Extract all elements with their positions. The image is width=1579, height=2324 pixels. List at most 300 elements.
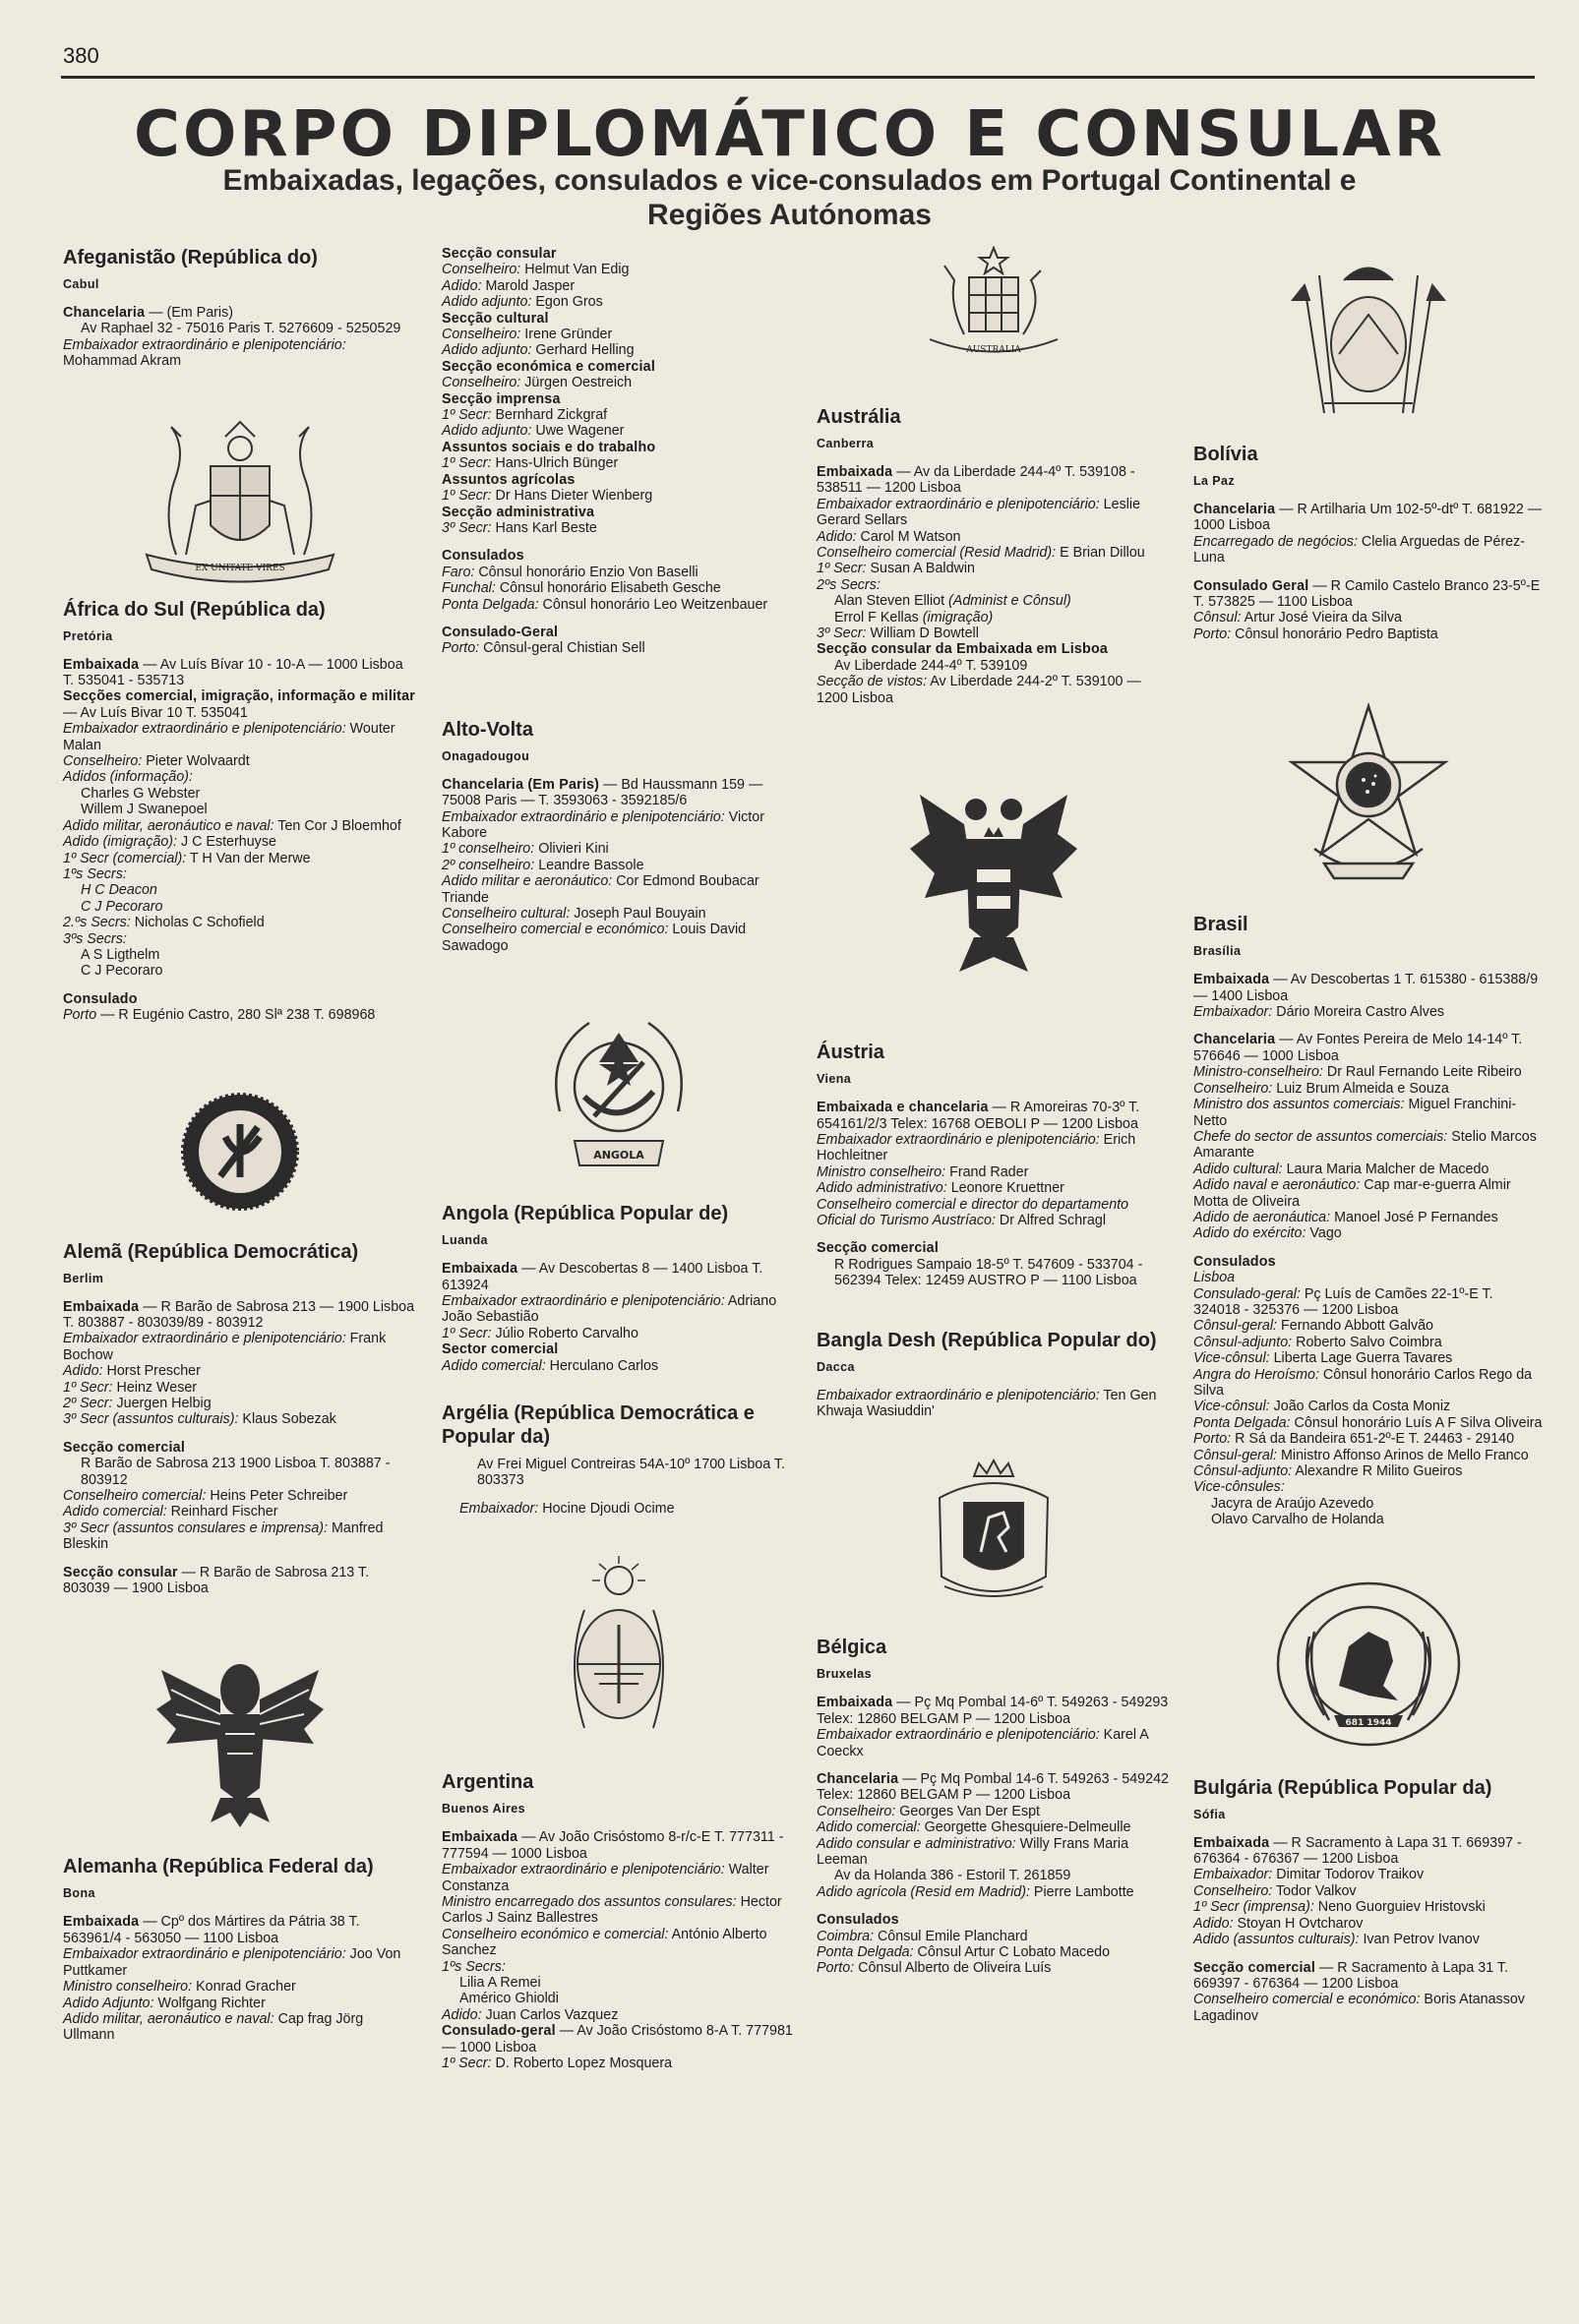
line-label: Embaixador extraordinário e plenipotenciário: xyxy=(442,808,725,825)
line-text: Roberto Salvo Coimbra xyxy=(1292,1334,1442,1350)
line-label: Chancelaria xyxy=(1193,1032,1276,1048)
spacer xyxy=(817,1759,1171,1771)
line-label: Adido militar, aeronáutico e naval: xyxy=(63,2010,274,2027)
line-label: Porto: xyxy=(817,1960,855,1977)
line-label: Embaixada xyxy=(63,1914,140,1931)
line-text: Juan Carlos Vazquez xyxy=(481,2006,619,2023)
line-label: Conselheiro cultural: xyxy=(442,906,571,922)
spacer xyxy=(63,1553,417,1565)
entry-line xyxy=(817,1132,1171,1164)
entry-line xyxy=(1193,1883,1543,1899)
capital-city: Bona xyxy=(63,1886,95,1901)
entry-angola xyxy=(442,1202,796,1374)
line-label: Secção imprensa xyxy=(442,390,561,407)
entry-line xyxy=(1193,1177,1543,1210)
line-label: 3º Secr: xyxy=(817,626,867,642)
line-label: Jacyra de Araújo Azevedo xyxy=(1211,1495,1374,1512)
line-text: E Brian Dillou xyxy=(1056,545,1145,562)
spacer xyxy=(1193,1242,1543,1254)
entry-line xyxy=(442,858,796,873)
line-text: Nicholas C Schofield xyxy=(130,915,265,931)
entry-line xyxy=(817,1868,1171,1883)
entry-line xyxy=(442,375,796,390)
entry-line xyxy=(63,721,417,753)
line-label: Secção comercial xyxy=(63,1439,186,1456)
entry-line xyxy=(442,2056,796,2071)
spacer xyxy=(1193,566,1543,578)
line-label: Embaixador: xyxy=(1193,1867,1273,1883)
line-text: Fernando Abbott Galvão xyxy=(1277,1318,1433,1335)
line-text: Cônsul honorário Leo Weitzenbauer xyxy=(538,596,768,613)
entry-body xyxy=(63,657,417,1024)
entry-line xyxy=(1193,1431,1543,1447)
line-label: Cônsul-adjunto: xyxy=(1193,1463,1293,1480)
entry-line xyxy=(817,1100,1171,1132)
entry-bulgaria xyxy=(1193,1776,1543,2024)
capital-city: Sófia xyxy=(1193,1807,1226,1821)
entry-line xyxy=(1193,1335,1543,1350)
line-text: Manfred Bleskin xyxy=(63,1520,384,1553)
line-text: Stoyan H Ovtcharov xyxy=(1233,1915,1364,1932)
line-label: Chancelaria xyxy=(817,1771,899,1787)
line-label: Conselheiro: xyxy=(442,327,521,343)
entry-australia xyxy=(817,405,1171,706)
line-label: Embaixador extraordinário e plenipotenciário: xyxy=(63,336,346,353)
line-text: Todor Valkov xyxy=(1272,1882,1357,1899)
entry-line xyxy=(817,1164,1171,1180)
spacer xyxy=(459,1489,796,1501)
line-label: Adido adjunto: xyxy=(442,294,532,311)
line-label: 2º conselheiro: xyxy=(442,857,535,873)
line-label: Embaixador extraordinário e plenipotenciário: xyxy=(63,1946,346,1963)
entry-line xyxy=(1193,534,1543,566)
line-label: Conselheiro comercial: xyxy=(63,1488,207,1505)
entry-argelia xyxy=(442,1401,796,1517)
line-text: Ivan Petrov Ivanov xyxy=(1359,1932,1480,1948)
entry-line xyxy=(1193,610,1543,626)
page-title: CORPO DIPLOMÁTICO E CONSULAR xyxy=(134,98,1445,171)
entry-line xyxy=(817,577,1171,593)
line-text: (imigração) xyxy=(922,609,994,626)
entry-line xyxy=(817,529,1171,545)
entry-body xyxy=(63,305,417,370)
line-text: — R Camilo Castelo Branco 23-5º-E T. 573825 — 1100 Lisboa xyxy=(1193,577,1541,611)
entry-austria xyxy=(817,1041,1171,1288)
line-text: Uwe Wagener xyxy=(531,423,625,440)
line-text: Egon Gros xyxy=(531,294,603,311)
entry-line xyxy=(817,1929,1171,1944)
line-text: — R Barão de Sabrosa 213 T. 803039 — 1900 Lisboa xyxy=(63,1564,370,1597)
line-text: Cônsul honorário Pedro Baptista xyxy=(1231,626,1438,642)
entry-line xyxy=(63,1979,417,1995)
line-label: Conselheiro: xyxy=(442,262,521,278)
line-text: Ten Cor J Bloemhof xyxy=(273,817,401,834)
line-label: Porto: xyxy=(442,640,480,657)
line-label: 1º conselheiro: xyxy=(442,841,535,858)
line-label: Embaixada xyxy=(63,656,140,673)
capital-city: Buenos Aires xyxy=(442,1802,525,1817)
line-label: Assuntos sociais e do trabalho xyxy=(442,439,656,455)
line-text: Ten Gen Khwaja Wasiuddin' xyxy=(817,1387,1157,1419)
entry-alema-rda xyxy=(63,1240,417,1597)
line-label: Consulado-Geral xyxy=(442,624,559,640)
line-label: 1ºs Secrs: xyxy=(442,1958,506,1975)
entry-line xyxy=(442,1991,796,2006)
line-text: Boris Atanassov Lagadinov xyxy=(1193,1992,1525,2024)
entry-line xyxy=(63,931,417,947)
svg-text:681 1944: 681 1944 xyxy=(1345,1717,1391,1728)
line-text: — Pç Mq Pombal 14-6º T. 549263 - 549293 Telex: 12860 BELGAM P — 1200 Lisboa xyxy=(817,1695,1169,1727)
entry-line xyxy=(442,423,796,439)
line-text: Miguel Franchini-Netto xyxy=(1193,1097,1517,1129)
line-label: 3º Secr: xyxy=(442,519,492,536)
capital-city: Bruxelas xyxy=(817,1667,873,1682)
line-text: Joseph Paul Bouyain xyxy=(570,906,706,922)
entry-line xyxy=(817,593,1171,609)
line-text: Cônsul Artur C Lobato Macedo xyxy=(913,1944,1111,1961)
line-label: 1º Secr: xyxy=(63,1379,113,1396)
entry-line xyxy=(63,1456,417,1488)
entry-line xyxy=(459,1501,796,1517)
entry-line xyxy=(63,834,417,850)
line-text: — R Barão de Sabrosa 213 — 1900 Lisboa T. 803887 - 803039/89 - 803912 xyxy=(63,1298,415,1331)
line-text: Bernhard Zickgraf xyxy=(491,407,608,424)
line-label: Adidos (informação): xyxy=(63,769,193,786)
line-label: 2.ºs Secrs: xyxy=(63,915,131,931)
entry-line xyxy=(1193,1350,1543,1366)
entry-line xyxy=(442,246,796,262)
entry-line xyxy=(63,1411,417,1427)
entry-line xyxy=(63,1504,417,1520)
line-text: Cônsul honorário Elisabeth Gesche xyxy=(495,580,721,597)
line-text: Konrad Gracher xyxy=(192,1979,296,1996)
line-label: Embaixada xyxy=(817,464,893,480)
entry-line xyxy=(1193,972,1543,1004)
line-text: Juergen Helbig xyxy=(112,1396,212,1411)
line-text: Leslie Gerard Sellars xyxy=(817,496,1141,529)
line-text: Susan A Baldwin xyxy=(866,561,975,577)
capital-city: Canberra xyxy=(817,437,875,450)
line-label: Secção comercial xyxy=(817,1240,940,1257)
entry-line xyxy=(63,769,417,785)
line-label: Américo Ghioldi xyxy=(459,1991,559,2007)
entry-line xyxy=(63,915,417,930)
spacer xyxy=(442,536,796,548)
line-text: — Av João Crisóstomo 8-A T. 777981 — 1000 Lisboa xyxy=(442,2023,793,2056)
entry-line xyxy=(1193,1992,1543,2024)
page-subtitle: Embaixadas, legações, consulados e vice-consulados em Portugal Continental e Regiões Autónomas xyxy=(222,164,1357,231)
line-label: Adido agrícola (Resid em Madrid): xyxy=(817,1883,1030,1900)
line-text: J C Esterhuyse xyxy=(177,834,276,851)
line-text: Cap frag Jörg Ullmann xyxy=(63,2010,364,2044)
entry-line xyxy=(1193,1032,1543,1064)
line-label: Cônsul-adjunto: xyxy=(1193,1334,1293,1350)
line-text: Laura Maria Malcher de Macedo xyxy=(1282,1161,1489,1177)
line-text: Cap mar-e-guerra Almir Motta de Oliveira xyxy=(1193,1177,1511,1210)
line-label: Embaixada xyxy=(1193,1834,1270,1851)
entry-line xyxy=(442,597,796,613)
entry-body xyxy=(1193,1835,1543,2024)
page-number: 380 xyxy=(63,43,99,68)
line-text: Pieter Wolvaardt xyxy=(142,753,250,770)
entry-line xyxy=(63,1380,417,1396)
line-text: Walter Constanza xyxy=(442,1862,769,1894)
entry-line xyxy=(1193,1004,1543,1020)
line-label: Ministro dos assuntos comerciais: xyxy=(1193,1097,1405,1113)
line-label: Embaixador extraordinário e plenipotenciário: xyxy=(442,1862,725,1878)
line-label: Conselheiro comercial e económico: xyxy=(442,922,669,938)
spacer xyxy=(63,1428,417,1440)
line-text: Cônsul honorário Carlos Rego da Silva xyxy=(1193,1366,1533,1399)
line-text: D. Roberto Lopez Mosquera xyxy=(491,2055,673,2071)
entry-line xyxy=(442,580,796,596)
entry-line xyxy=(442,873,796,906)
line-text: Joo Von Puttkamer xyxy=(63,1946,401,1979)
entry-line xyxy=(442,625,796,640)
entry-line xyxy=(442,1959,796,1975)
line-label: Conselheiro comercial (Resid Madrid): xyxy=(817,545,1057,562)
entry-line xyxy=(442,1261,796,1293)
line-text: Heinz Weser xyxy=(112,1379,198,1396)
belgium-coat-of-arms-emblem xyxy=(920,1459,1067,1606)
line-text: Neno Guorguiev Hristovski xyxy=(1313,1899,1486,1916)
line-label: Ponta Delgada: xyxy=(1193,1414,1291,1431)
header-rule xyxy=(61,76,1535,79)
federal-eagle-emblem xyxy=(142,1631,338,1837)
australia-coat-of-arms-emblem xyxy=(915,246,1072,364)
line-text: — Av Descobertas 8 — 1400 Lisboa T. 613924 xyxy=(442,1261,763,1293)
line-text: Leandre Bassole xyxy=(534,857,644,873)
line-label: Chancelaria xyxy=(1193,502,1276,517)
line-label: C J Pecoraro xyxy=(81,898,163,915)
entry-line xyxy=(817,1960,1171,1976)
line-label: Vice-cônsules: xyxy=(1193,1479,1285,1496)
line-label: Coimbra: xyxy=(817,1928,874,1944)
line-text: Ministro Affonso Arinos de Mello Franco xyxy=(1277,1447,1529,1463)
entry-line xyxy=(442,311,796,327)
column-1 xyxy=(63,246,417,2044)
line-label: 3ºs Secrs: xyxy=(63,930,127,947)
line-label: Secção económica e comercial xyxy=(442,358,655,375)
entry-line xyxy=(1193,1064,1543,1080)
line-label: Adido Adjunto: xyxy=(63,1995,154,2011)
entry-line xyxy=(442,548,796,564)
line-label: Ministro conselheiro: xyxy=(63,1979,193,1996)
entry-line xyxy=(1193,1916,1543,1932)
line-label: Ponta Delgada: xyxy=(817,1944,914,1961)
entry-line xyxy=(442,391,796,407)
line-text: Cônsul Emile Planchard xyxy=(874,1928,1028,1944)
entry-line xyxy=(63,1396,417,1411)
entry-line xyxy=(63,1363,417,1379)
entry-line xyxy=(817,641,1171,657)
entry-line xyxy=(442,262,796,277)
country-heading: Alto-Volta xyxy=(442,718,533,741)
line-label: 1º Secr: xyxy=(442,455,492,472)
country-heading: Argélia (República Democrática e Popular da) xyxy=(442,1402,755,1449)
entry-line xyxy=(442,2023,796,2056)
line-text: Hector Carlos J Sainz Ballestres xyxy=(442,1893,782,1927)
country-heading: Alemanha (República Federal da) xyxy=(63,1856,374,1878)
line-label: 2ºs Secrs: xyxy=(817,576,881,593)
entry-line xyxy=(63,802,417,817)
line-label: Adido administrativo: xyxy=(817,1180,947,1197)
spacer xyxy=(1193,1020,1543,1032)
entry-line xyxy=(1193,1254,1543,1270)
line-label: Adido adjunto: xyxy=(442,342,532,359)
entry-body xyxy=(442,777,796,954)
line-text: — R Eugénio Castro, 280 Slª 238 T. 698968 xyxy=(96,1007,376,1024)
entry-alemanha-seccoes xyxy=(442,246,796,657)
country-heading: Brasil xyxy=(1193,914,1248,936)
line-text: António Alberto Sanchez xyxy=(442,1926,767,1959)
line-label: Adido comercial: xyxy=(817,1819,921,1836)
line-text: Cônsul honorário Luís A F Silva Oliveira xyxy=(1290,1414,1543,1431)
entry-line xyxy=(817,464,1171,497)
entry-line xyxy=(63,1007,417,1023)
entry-body xyxy=(63,1299,417,1597)
line-text: Dário Moreira Castro Alves xyxy=(1272,1004,1445,1021)
country-heading: Bélgica xyxy=(817,1637,887,1659)
entry-line xyxy=(63,657,417,689)
line-label: Consulados xyxy=(442,548,524,565)
line-text: — R Sacramento à Lapa 31 T. 669397 - 676364 - 676367 — 1200 Lisboa xyxy=(1193,1834,1522,1868)
entry-line xyxy=(63,1914,417,1946)
line-text: — Av Fontes Pereira de Melo 14-14º T. 576646 — 1000 Lisboa xyxy=(1193,1032,1523,1064)
line-text: Willy Frans Maria Leeman xyxy=(817,1835,1129,1869)
line-text: Klaus Sobezak xyxy=(238,1411,336,1428)
entry-line xyxy=(817,610,1171,626)
line-label: Av Liberdade 244-4º T. 539109 xyxy=(834,657,1028,674)
entry-line xyxy=(1193,1162,1543,1177)
line-label: Conselheiro comercial e económico: xyxy=(1193,1992,1421,2008)
line-label: Olavo Carvalho de Holanda xyxy=(1211,1512,1384,1528)
line-text: — Av Luís Bívar 10 - 10-A — 1000 Lisboa T. 535041 - 535713 xyxy=(63,656,403,689)
line-text: Júlio Roberto Carvalho xyxy=(491,1325,638,1341)
angola-emblem xyxy=(530,993,707,1180)
entry-line xyxy=(817,1695,1171,1727)
line-label: Ponta Delgada: xyxy=(442,596,539,613)
line-label: 1º Secr: xyxy=(442,407,492,424)
entry-line xyxy=(442,2007,796,2023)
entry-line xyxy=(442,841,796,857)
line-label: Conselheiro: xyxy=(1193,1080,1273,1097)
line-label: Cônsul: xyxy=(1193,610,1242,626)
entry-afeganistao xyxy=(63,246,417,370)
line-text: — Pç Mq Pombal 14-6 T. 549263 - 549242 Telex: 12860 BELGAM P — 1200 Lisboa xyxy=(817,1771,1169,1804)
capital-city: Viena xyxy=(817,1072,852,1087)
entry-line xyxy=(817,497,1171,529)
line-label: 2º Secr: xyxy=(63,1396,113,1411)
column-2 xyxy=(442,246,796,2071)
entry-body xyxy=(442,1829,796,2071)
entry-line xyxy=(817,1257,1171,1289)
entry-bolivia xyxy=(1193,443,1543,642)
line-text: — R Amoreiras 70-3º T. 654161/2/3 Telex: 16768 OEBOLI P — 1200 Lisboa xyxy=(817,1100,1140,1132)
entry-line xyxy=(442,407,796,423)
entry-line xyxy=(442,1862,796,1894)
entry-line xyxy=(442,327,796,342)
line-label: Faro: xyxy=(442,564,475,580)
entry-line xyxy=(817,1819,1171,1835)
line-label: Assuntos agrícolas xyxy=(442,471,576,488)
entry-line xyxy=(1193,1270,1543,1285)
line-label: Av da Holanda 386 - Estoril T. 261859 xyxy=(834,1868,1071,1884)
line-label: H C Deacon xyxy=(81,882,157,899)
line-text: Luiz Brum Almeida e Souza xyxy=(1272,1080,1449,1097)
entry-line xyxy=(442,1293,796,1326)
line-text: — Av João Crisóstomo 8-r/c-E T. 777311 - 777594 — 1000 Lisboa xyxy=(442,1829,784,1862)
entry-line xyxy=(63,1946,417,1979)
entry-line xyxy=(442,440,796,455)
line-label: Angra do Heroísmo: xyxy=(1193,1366,1319,1383)
line-text: Reinhard Fischer xyxy=(166,1504,278,1520)
entry-line xyxy=(1193,1129,1543,1162)
line-label: Embaixador extraordinário e plenipotenciário: xyxy=(817,1131,1100,1148)
line-label: Consulado Geral xyxy=(1193,577,1309,594)
line-label: Embaixador extraordinário e plenipotenciário: xyxy=(442,1293,725,1310)
line-label: 1º Secr: xyxy=(442,2055,492,2071)
line-text: Victor Kabore xyxy=(442,808,764,841)
line-label: 1º Secr: xyxy=(442,1325,492,1341)
entry-line xyxy=(442,1927,796,1959)
entry-line xyxy=(1193,1479,1543,1495)
entry-body xyxy=(63,1914,417,2043)
line-label: Embaixada xyxy=(63,1298,140,1315)
entry-line xyxy=(817,1727,1171,1759)
entry-line xyxy=(442,278,796,294)
entry-line xyxy=(442,1358,796,1374)
line-label: Embaixada xyxy=(442,1829,518,1846)
entry-line xyxy=(442,1341,796,1357)
line-label: Adido: xyxy=(442,2006,482,2023)
line-label: Conselheiro: xyxy=(1193,1882,1273,1899)
line-label: 1º Secr: xyxy=(442,488,492,505)
entry-line xyxy=(1193,1097,1543,1129)
entry-line xyxy=(63,1996,417,2011)
line-label: Secção consular da Embaixada em Lisboa xyxy=(817,641,1109,658)
entry-line xyxy=(1193,1932,1543,1947)
line-label: Secções comercial, imigração, informação e militar xyxy=(63,688,416,705)
svg-text:AUSTRALIA: AUSTRALIA xyxy=(966,345,1021,355)
entry-bangla-desh xyxy=(817,1329,1171,1420)
entry-line xyxy=(63,1520,417,1553)
line-label: Adido naval e aeronáutico: xyxy=(1193,1177,1361,1194)
country-heading: Argentina xyxy=(442,1771,534,1794)
line-text: Cônsul Alberto de Oliveira Luís xyxy=(854,1960,1052,1977)
entry-line xyxy=(817,1197,1171,1229)
entry-body xyxy=(442,1457,796,1517)
line-label: Embaixador extraordinário e plenipotenciário: xyxy=(817,496,1100,512)
entry-line xyxy=(1193,626,1543,642)
line-text: Mohammad Akram xyxy=(63,353,181,370)
line-text: Carol M Watson xyxy=(856,528,961,545)
capital-city: Cabul xyxy=(63,277,99,291)
line-text: Jürgen Oestreich xyxy=(520,375,633,391)
entry-line xyxy=(817,561,1171,576)
entry-line xyxy=(63,2011,417,2044)
line-label: 1º Secr (comercial): xyxy=(63,850,187,866)
entry-body xyxy=(817,1100,1171,1288)
line-text: Irene Gründer xyxy=(520,327,613,343)
line-text: Pç Luís de Camões 22-1º-E T. 324018 - 325376 — 1200 Lisboa xyxy=(1193,1285,1493,1318)
line-text: Herculano Carlos xyxy=(545,1357,659,1374)
entry-line xyxy=(63,1488,417,1504)
line-text: Leonore Kruettner xyxy=(946,1180,1064,1197)
line-label: Secção consular xyxy=(442,246,557,262)
entry-line xyxy=(1193,502,1543,534)
line-text: William D Bowtell xyxy=(866,626,979,642)
